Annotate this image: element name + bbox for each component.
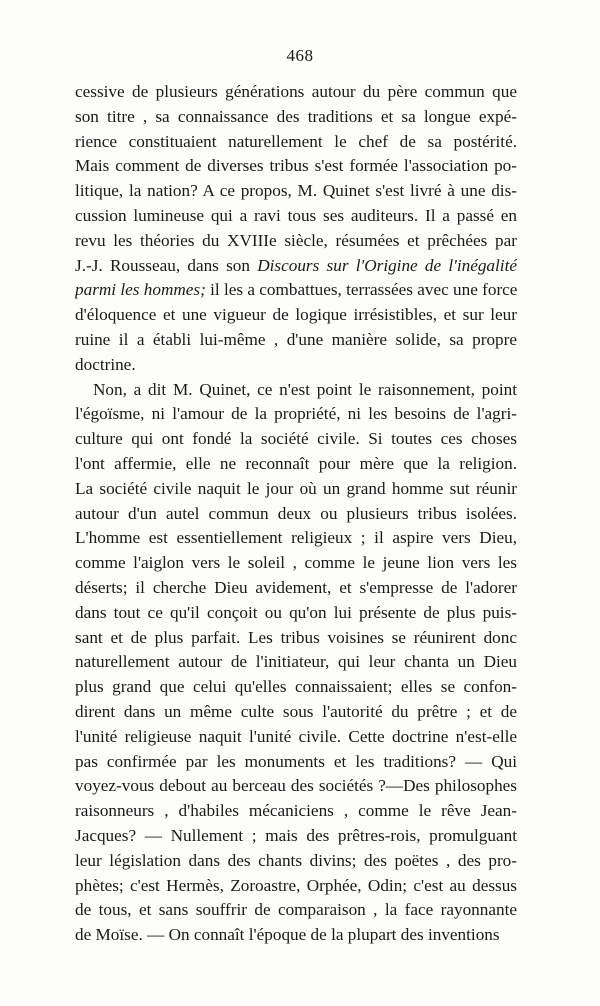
- text-line: [75, 675, 517, 700]
- text-segment: litique, la nation? A ce propos, M. Quinet s'est livré à une dis-: [75, 181, 517, 201]
- text-line: [75, 154, 517, 179]
- text-line: [75, 130, 517, 155]
- text-segment: l'ont affermie, elle ne reconnaît pour mère que la religion.: [75, 453, 517, 473]
- text-segment: autour d'un autel commun deux ou plusieurs tribus isolées.: [75, 503, 517, 523]
- text-line: [75, 254, 517, 279]
- text-segment: doctrine.: [75, 354, 136, 374]
- text-line: [75, 477, 517, 502]
- text-line: [75, 303, 517, 328]
- text-segment: l'unité religieuse naquit l'unité civile. Cette doctrine n'est-elle: [75, 726, 517, 746]
- text-segment: dans tout ce qu'il conçoit ou qu'on lui présente de plus puis-: [75, 602, 517, 622]
- text-segment: Discours sur l'Origine de l'inégalité: [257, 255, 517, 275]
- text-line: [75, 576, 517, 601]
- text-line: [75, 229, 517, 254]
- text-line: [75, 898, 517, 923]
- text-line: [75, 601, 517, 626]
- text-line: [75, 725, 517, 750]
- text-segment: La société civile naquit le jour où un grand homme sut réunir: [75, 478, 517, 498]
- text-segment: leur législation dans des chants divins; des poëtes , des pro-: [75, 850, 517, 870]
- text-line: [75, 378, 517, 403]
- text-segment: comme l'aiglon vers le soleil , comme le jeune lion vers les: [75, 553, 517, 573]
- text-segment: son titre , sa connaissance des traditions et sa longue expé-: [75, 106, 517, 126]
- text-segment: plus grand que celui qu'elles connaissaient; elles se confon-: [75, 677, 517, 697]
- text-segment: rience constituaient naturellement le chef de sa postérité.: [75, 131, 517, 151]
- text-line: [75, 799, 517, 824]
- text-segment: culture qui ont fondé la société civile. Si toutes ces choses: [75, 429, 517, 449]
- text-segment: pas confirmée par les monuments et les traditions? — Qui: [75, 751, 517, 771]
- text-segment: d'éloquence et une vigueur de logique irrésistibles, et sur leur: [75, 305, 517, 325]
- text-segment: Jacques? — Nullement ; mais des prêtres-rois, promulguant: [75, 825, 517, 845]
- text-segment: dirent dans un même culte sous l'autorité du prêtre ; et de: [75, 701, 517, 721]
- text-line: [75, 452, 517, 477]
- text-segment: ruine il a établi lui-même , d'une manière solide, sa propre: [75, 329, 517, 349]
- text-line: [75, 551, 517, 576]
- text-segment: sant et de plus parfait. Les tribus voisines se réunirent donc: [75, 627, 517, 647]
- text-segment: parmi les hommes;: [75, 280, 206, 300]
- text-line: [75, 502, 517, 527]
- text-line: [75, 204, 517, 229]
- text-line: [75, 626, 517, 651]
- text-line: [75, 278, 517, 303]
- text-segment: l'égoïsme, ni l'amour de la propriété, ni les besoins de l'agri-: [75, 404, 517, 424]
- text-line: [75, 923, 517, 948]
- text-line: [75, 179, 517, 204]
- text-line: [75, 427, 517, 452]
- text-segment: revu les théories du XVIIIe siècle, résumées et prêchées par: [75, 230, 517, 250]
- text-segment: il les a combattues, terrassées avec une force: [205, 280, 517, 300]
- text-segment: cessive de plusieurs générations autour du père commun que: [75, 82, 517, 101]
- text-line: [75, 105, 517, 130]
- text-segment: de tous, et sans souffrir de comparaison , la face rayonnante: [75, 900, 517, 920]
- page-number: 468: [286, 46, 314, 65]
- text-line: [75, 526, 517, 551]
- text-segment: Mais comment de diverses tribus s'est formée l'association po-: [75, 156, 517, 176]
- text-segment: naturellement autour de l'initiateur, qui leur chanta un Dieu: [75, 652, 517, 672]
- body-text: [75, 80, 517, 948]
- text-segment: de Moïse. — On connaît l'époque de la plupart des inventions: [75, 925, 500, 945]
- text-segment: L'homme est essentiellement religieux ; il aspire vers Dieu,: [75, 528, 517, 548]
- text-segment: cussion lumineuse qui a ravi tous ses auditeurs. Il a passé en: [75, 205, 517, 225]
- text-line: [75, 874, 517, 899]
- text-line: [75, 849, 517, 874]
- text-segment: J.-J. Rousseau, dans son: [75, 255, 258, 275]
- text-segment: phètes; c'est Hermès, Zoroastre, Orphée, Odin; c'est au dessus: [75, 875, 517, 895]
- text-segment: raisonneurs , d'habiles mécaniciens , comme le rêve Jean-: [75, 801, 517, 821]
- text-line: [75, 750, 517, 775]
- text-segment: voyez-vous debout au berceau des sociétés ?—Des philosophes: [75, 776, 517, 796]
- text-segment: déserts; il cherche Dieu avidement, et s'empresse de l'adorer: [75, 577, 517, 597]
- text-line: [75, 328, 517, 353]
- text-line: [75, 824, 517, 849]
- text-line: [75, 650, 517, 675]
- text-line: [75, 353, 517, 378]
- text-line: [75, 774, 517, 799]
- text-line: [75, 402, 517, 427]
- text-segment: Non, a dit M. Quinet, ce n'est point le raisonnement, point: [93, 379, 517, 399]
- text-line: [75, 80, 517, 105]
- text-line: [75, 700, 517, 725]
